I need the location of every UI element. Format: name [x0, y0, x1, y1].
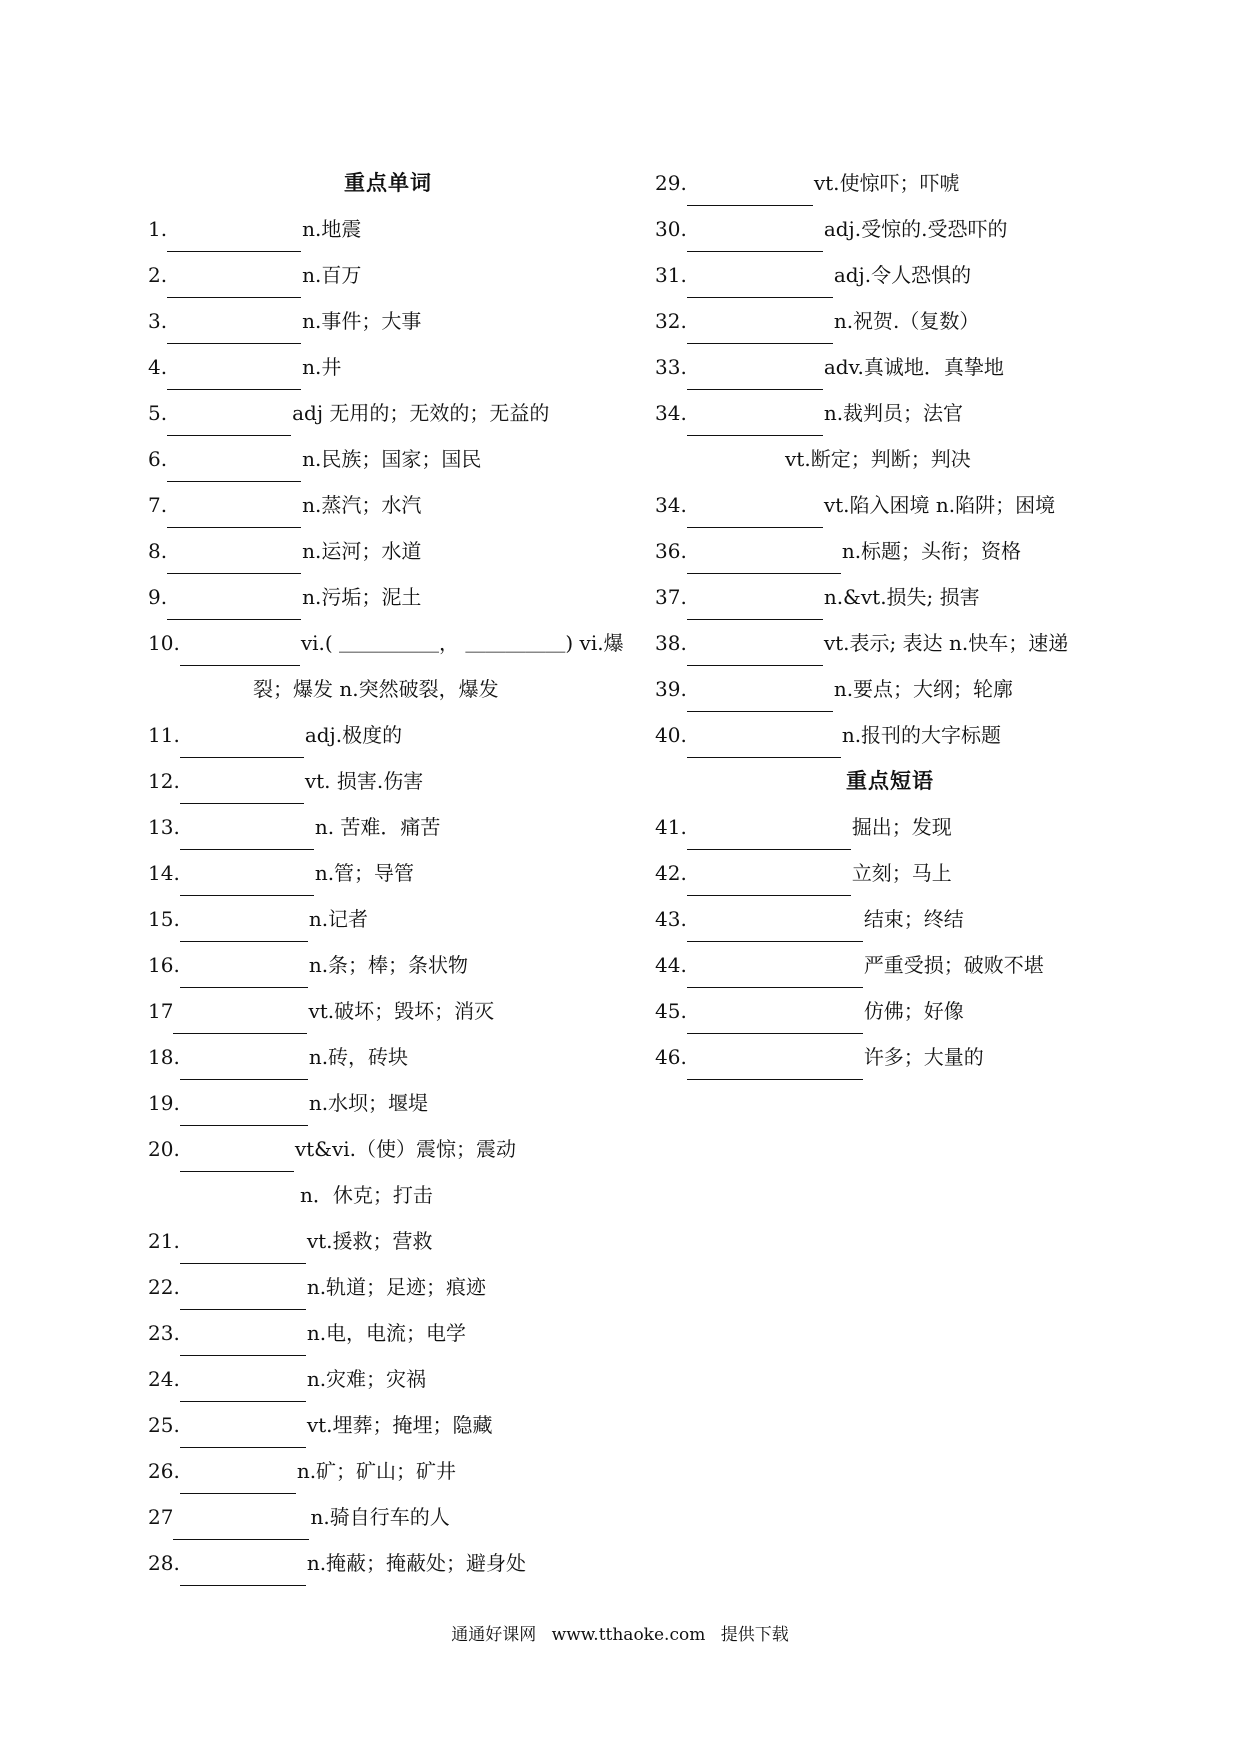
item-meaning: n.百万	[302, 263, 362, 287]
item-meaning: 仿佛；好像	[863, 999, 964, 1023]
item-meaning: n.电，电流；电学	[306, 1321, 467, 1345]
item-number: 8.	[148, 539, 168, 563]
item-meaning: adj 无用的；无效的；无益的	[292, 401, 550, 425]
item-meaning: n.地震	[302, 217, 362, 241]
list-item-continuation	[148, 1172, 628, 1218]
item-number: 33.	[655, 355, 687, 379]
item-number: 14.	[148, 861, 180, 885]
item-number: 31.	[655, 263, 687, 287]
answer-blank[interactable]	[687, 221, 823, 252]
list-item	[148, 1494, 628, 1540]
list-item	[655, 942, 1125, 988]
list-item	[148, 1126, 628, 1172]
item-number: 38.	[655, 631, 687, 655]
item-meaning: n.灾难；灾祸	[306, 1367, 427, 1391]
item-number: 7.	[148, 493, 168, 517]
answer-blank[interactable]	[180, 819, 314, 850]
list-item	[148, 1080, 628, 1126]
answer-blank[interactable]	[687, 267, 833, 298]
item-meaning: adv.真诚地．真挚地	[823, 355, 1004, 379]
answer-blank[interactable]	[180, 1141, 294, 1172]
item-number: 4.	[148, 355, 168, 379]
list-item	[148, 1356, 628, 1402]
item-number: 1.	[148, 217, 168, 241]
answer-blank[interactable]	[167, 405, 291, 436]
item-number: 18.	[148, 1045, 180, 1069]
list-item	[655, 1034, 1125, 1080]
item-number: 22.	[148, 1275, 180, 1299]
item-meaning: vt.使惊吓；吓唬	[813, 171, 960, 195]
item-number: 39.	[655, 677, 687, 701]
list-item	[148, 988, 628, 1034]
item-meaning: n.掩蔽；掩蔽处；避身处	[306, 1551, 527, 1575]
answer-blank[interactable]	[687, 1003, 863, 1034]
answer-blank[interactable]	[180, 1463, 296, 1494]
item-meaning: n.蒸汽；水汽	[302, 493, 422, 517]
answer-blank[interactable]	[180, 1325, 306, 1356]
item-meaning: adj.受惊的.受恐吓的	[823, 217, 1008, 241]
item-meaning: n.民族；国家；国民	[302, 447, 482, 471]
item-meaning: 严重受损；破败不堪	[863, 953, 1044, 977]
item-meaning: 裂；爆发 n.突然破裂，爆发	[253, 677, 499, 701]
list-item	[655, 482, 1125, 528]
item-number: 3.	[148, 309, 168, 333]
answer-blank[interactable]	[180, 911, 308, 942]
page-footer	[0, 1620, 1240, 1645]
phrase-list	[655, 804, 1125, 1080]
item-meaning: n.管；导管	[314, 861, 415, 885]
list-item	[655, 988, 1125, 1034]
item-number: 16.	[148, 953, 180, 977]
list-item-continuation	[655, 436, 1125, 482]
list-item	[148, 712, 628, 758]
item-meaning: n.轨道；足迹；痕迹	[306, 1275, 487, 1299]
list-item	[655, 666, 1125, 712]
item-number: 44.	[655, 953, 687, 977]
item-meaning: 掘出；发现	[851, 815, 952, 839]
item-number: 21.	[148, 1229, 180, 1253]
list-item	[148, 436, 628, 482]
list-item-continuation	[148, 666, 628, 712]
answer-blank[interactable]	[180, 1095, 308, 1126]
item-meaning: 立刻；马上	[851, 861, 952, 885]
footer-url: www.tthaoke.com	[551, 1625, 706, 1645]
right-column	[655, 160, 1125, 1080]
answer-blank[interactable]	[180, 1233, 306, 1264]
answer-blank[interactable]	[167, 359, 301, 390]
list-item	[148, 896, 628, 942]
phrases-heading	[655, 758, 1125, 804]
list-item	[655, 390, 1125, 436]
item-meaning: n.祝贺.（复数）	[833, 309, 980, 333]
answer-blank[interactable]	[687, 359, 823, 390]
item-meaning: adj.令人恐惧的	[833, 263, 972, 287]
answer-blank[interactable]	[167, 543, 301, 574]
list-item	[655, 850, 1125, 896]
item-number: 46.	[655, 1045, 687, 1069]
item-meaning: vt&vi.（使）震惊；震动	[294, 1137, 517, 1161]
answer-blank[interactable]	[167, 267, 301, 298]
words-heading-text: 重点单词	[344, 170, 432, 195]
answer-blank[interactable]	[167, 589, 301, 620]
answer-blank[interactable]	[687, 865, 851, 896]
item-number: 37.	[655, 585, 687, 609]
item-number: 17	[148, 999, 174, 1023]
list-item	[148, 1402, 628, 1448]
answer-blank[interactable]	[687, 727, 841, 758]
item-meaning: vi.( ＿＿＿＿＿， ＿＿＿＿＿) vi.爆	[300, 631, 624, 655]
item-number: 34.	[655, 401, 687, 425]
list-item	[148, 850, 628, 896]
word-list-right	[655, 160, 1125, 758]
list-item	[148, 206, 628, 252]
list-item	[148, 574, 628, 620]
list-item	[655, 896, 1125, 942]
answer-blank[interactable]	[173, 1509, 309, 1540]
list-item	[655, 620, 1125, 666]
item-number: 34.	[655, 493, 687, 517]
item-meaning: vt. 损害.伤害	[304, 769, 424, 793]
answer-blank[interactable]	[687, 911, 863, 942]
list-item	[148, 1218, 628, 1264]
footer-site-name: 通通好课网	[451, 1625, 537, 1645]
item-meaning: n.条；棒；条状物	[308, 953, 469, 977]
answer-blank[interactable]	[180, 635, 300, 666]
list-item	[655, 298, 1125, 344]
list-item	[148, 252, 628, 298]
item-meaning: n.井	[302, 355, 342, 379]
item-meaning: n.骑自行车的人	[310, 1505, 450, 1529]
word-list-left	[148, 206, 628, 1586]
item-number: 42.	[655, 861, 687, 885]
answer-blank[interactable]	[180, 1555, 306, 1586]
list-item	[655, 344, 1125, 390]
list-item	[148, 942, 628, 988]
answer-blank[interactable]	[180, 773, 304, 804]
list-item	[148, 804, 628, 850]
item-meaning: n.记者	[308, 907, 369, 931]
list-item	[148, 1264, 628, 1310]
item-meaning: n.报刊的大字标题	[841, 723, 1002, 747]
list-item	[148, 298, 628, 344]
left-column	[148, 160, 628, 1586]
answer-blank[interactable]	[180, 1049, 308, 1080]
item-meaning: vt.断定；判断；判决	[785, 447, 971, 471]
answer-blank[interactable]	[180, 957, 308, 988]
list-item	[655, 528, 1125, 574]
answer-blank[interactable]	[167, 497, 301, 528]
item-meaning: adj.极度的	[304, 723, 403, 747]
item-number: 19.	[148, 1091, 180, 1115]
answer-blank[interactable]	[180, 1371, 306, 1402]
item-meaning: n.&vt.损失; 损害	[823, 585, 980, 609]
item-meaning: 许多；大量的	[863, 1045, 984, 1069]
item-number: 41.	[655, 815, 687, 839]
answer-blank[interactable]	[687, 957, 863, 988]
list-item	[655, 574, 1125, 620]
item-number: 30.	[655, 217, 687, 241]
answer-blank[interactable]	[687, 589, 823, 620]
list-item	[148, 1034, 628, 1080]
item-meaning: vt.埋葬；掩埋；隐藏	[306, 1413, 493, 1437]
item-number: 2.	[148, 263, 168, 287]
list-item	[655, 712, 1125, 758]
item-number: 5.	[148, 401, 168, 425]
answer-blank[interactable]	[173, 1003, 307, 1034]
item-number: 25.	[148, 1413, 180, 1437]
item-number: 26.	[148, 1459, 180, 1483]
item-number: 29.	[655, 171, 687, 195]
answer-blank[interactable]	[180, 1417, 306, 1448]
list-item	[655, 206, 1125, 252]
list-item	[148, 528, 628, 574]
item-number: 15.	[148, 907, 180, 931]
list-item	[148, 482, 628, 528]
list-item	[148, 620, 628, 666]
item-number: 45.	[655, 999, 687, 1023]
answer-blank[interactable]	[167, 451, 301, 482]
answer-blank[interactable]	[167, 221, 301, 252]
item-meaning: vt.表示; 表达 n.快车；速递	[823, 631, 1069, 655]
answer-blank[interactable]	[687, 497, 823, 528]
words-heading	[148, 160, 628, 206]
item-meaning: n．休克；打击	[300, 1183, 433, 1207]
answer-blank[interactable]	[180, 727, 304, 758]
item-meaning: n.要点；大纲；轮廓	[833, 677, 1014, 701]
item-meaning: vt.陷入困境 n.陷阱；困境	[823, 493, 1056, 517]
item-meaning: n.砖，砖块	[308, 1045, 409, 1069]
item-number: 27	[148, 1505, 174, 1529]
footer-tail: 提供下载	[720, 1625, 789, 1645]
list-item	[148, 390, 628, 436]
item-meaning: n.水坝；堰堤	[308, 1091, 429, 1115]
phrases-heading-text: 重点短语	[846, 768, 934, 793]
item-number: 28.	[148, 1551, 180, 1575]
answer-blank[interactable]	[180, 1279, 306, 1310]
answer-blank[interactable]	[687, 175, 813, 206]
item-number: 11.	[148, 723, 180, 747]
list-item	[148, 758, 628, 804]
item-number: 13.	[148, 815, 180, 839]
item-number: 10.	[148, 631, 180, 655]
item-number: 43.	[655, 907, 687, 931]
answer-blank[interactable]	[687, 819, 851, 850]
answer-blank[interactable]	[687, 405, 823, 436]
list-item	[655, 252, 1125, 298]
item-meaning: n. 苦难．痛苦	[314, 815, 441, 839]
list-item	[655, 804, 1125, 850]
answer-blank[interactable]	[167, 313, 301, 344]
answer-blank[interactable]	[687, 313, 833, 344]
answer-blank[interactable]	[687, 681, 833, 712]
item-meaning: n.污垢；泥土	[302, 585, 422, 609]
item-meaning: n.运河；水道	[302, 539, 422, 563]
list-item	[148, 1540, 628, 1586]
item-meaning: n.裁判员；法官	[823, 401, 964, 425]
answer-blank[interactable]	[687, 543, 841, 574]
item-number: 24.	[148, 1367, 180, 1391]
item-meaning: vt.援救；营救	[306, 1229, 433, 1253]
item-number: 32.	[655, 309, 687, 333]
list-item	[148, 1310, 628, 1356]
answer-blank[interactable]	[687, 635, 823, 666]
item-meaning: n.标题；头衔；资格	[841, 539, 1022, 563]
item-number: 20.	[148, 1137, 180, 1161]
item-number: 23.	[148, 1321, 180, 1345]
item-number: 40.	[655, 723, 687, 747]
item-meaning: n.事件；大事	[302, 309, 422, 333]
item-meaning: vt.破坏；毁坏；消灭	[308, 999, 495, 1023]
item-meaning: 结束；终结	[863, 907, 964, 931]
item-number: 36.	[655, 539, 687, 563]
item-meaning: n.矿；矿山；矿井	[296, 1459, 457, 1483]
item-number: 6.	[148, 447, 168, 471]
item-number: 12.	[148, 769, 180, 793]
answer-blank[interactable]	[180, 865, 314, 896]
answer-blank[interactable]	[687, 1049, 863, 1080]
list-item	[148, 344, 628, 390]
list-item	[655, 160, 1125, 206]
item-number: 9.	[148, 585, 168, 609]
list-item	[148, 1448, 628, 1494]
